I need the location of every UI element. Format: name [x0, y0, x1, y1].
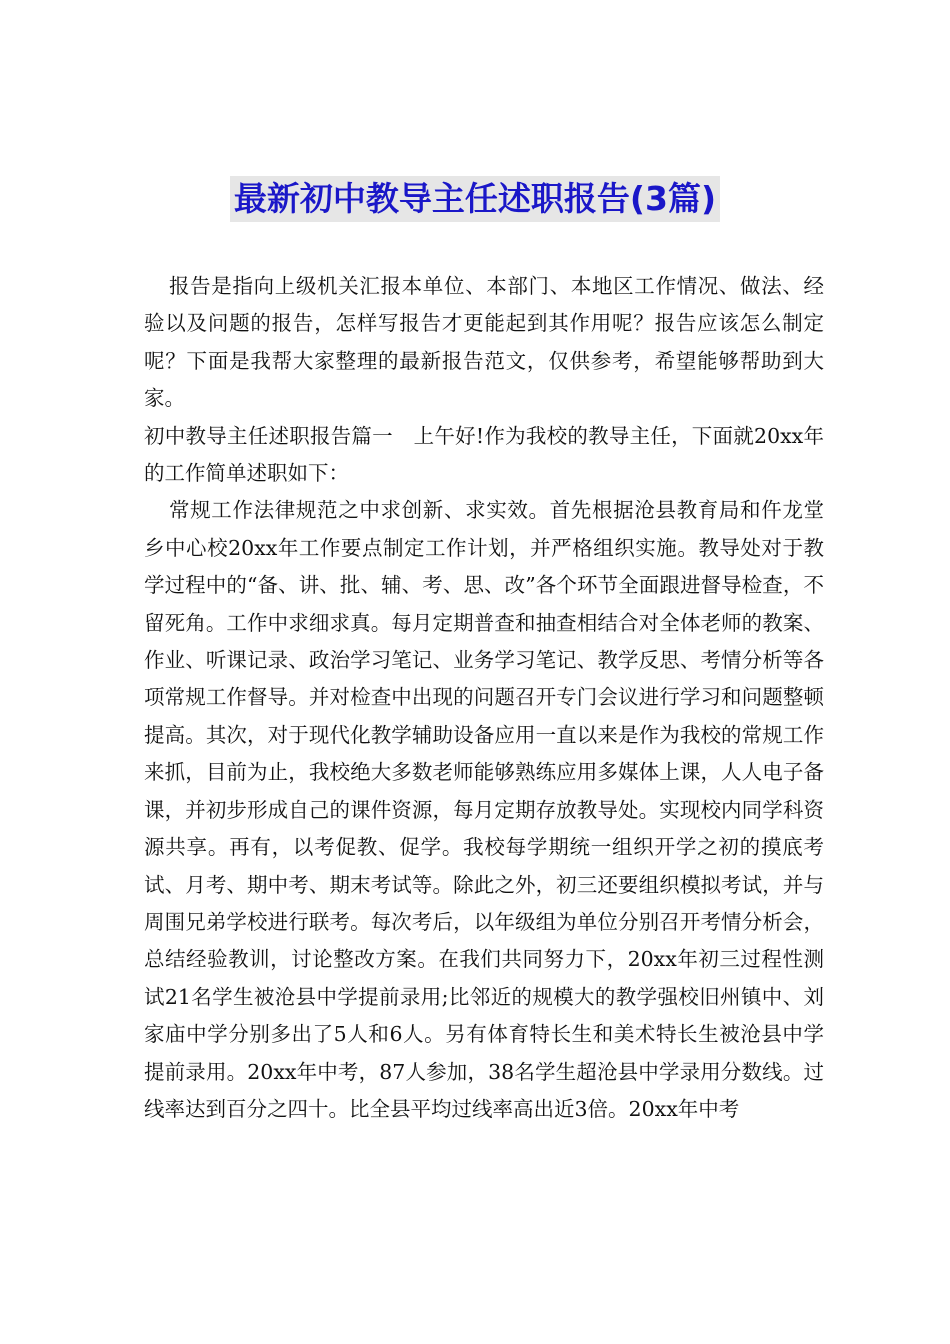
body-paragraph: 常规工作法律规范之中求创新、求实效。首先根据沧县教育局和仵龙堂乡中心校20xx年工作要点制定工作计划，并严格组织实施。教导处对于教学过程中的“备、讲、批、辅、考、思、改”各个环节全面跟进督导检查，不留死角。工作中求细求真。每月定期普查和抽查相结合对全体老师的教案、作业、听课记录、政治学习笔记、业务学习笔记、教学反思、考情分析等各项常规工作督导。并对检查中出现的问题召开专门会议进行学习和问题整顿提高。其次，对于现代化教学辅助设备应用一直以来是作为我校的常规工作来抓，目前为止，我校绝大多数老师能够熟练应用多媒体上课，人人电子备课，并初步形成自己的课件资源，每月定期存放教导处。实现校内同学科资源共享。再有，以考促教、促学。我校每学期统一组织开学之初的摸底考试、月考、期中考、期末考试等。除此之外，初三还要组织模拟考试，并与周围兄弟学校进行联考。每次考后，以年级组为单位分别召开考情分析会，总结经验教训，讨论整改方案。在我们共同努力下，20xx年初三过程性测试21名学生被沧县中学提前录用;比邻近的规模大的教学强校旧州镇中、刘家庙中学分别多出了5人和6人。另有体育特长生和美术特长生被沧县中学提前录用。20xx年中考，87人参加，38名学生超沧县中学录用分数线。过线率达到百分之四十。比全县平均过线率高出近3倍。20xx年中考 — [144, 498, 824, 1121]
document-body — [144, 268, 824, 1128]
intro-paragraph: 报告是指向上级机关汇报本单位、本部门、本地区工作情况、做法、经验以及问题的报告，怎样写报告才更能起到其作用呢？报告应该怎么制定呢？下面是我帮大家整理的最新报告范文，仅供参考，希望能够帮助到大家。 — [144, 274, 824, 411]
title-container — [0, 176, 950, 222]
section-heading-paragraph: 初中教导主任述职报告篇一 上午好!作为我校的教导主任，下面就20xx年的工作简单述职如下： — [144, 423, 824, 486]
document-title: 最新初中教导主任述职报告(3篇) — [230, 176, 720, 222]
